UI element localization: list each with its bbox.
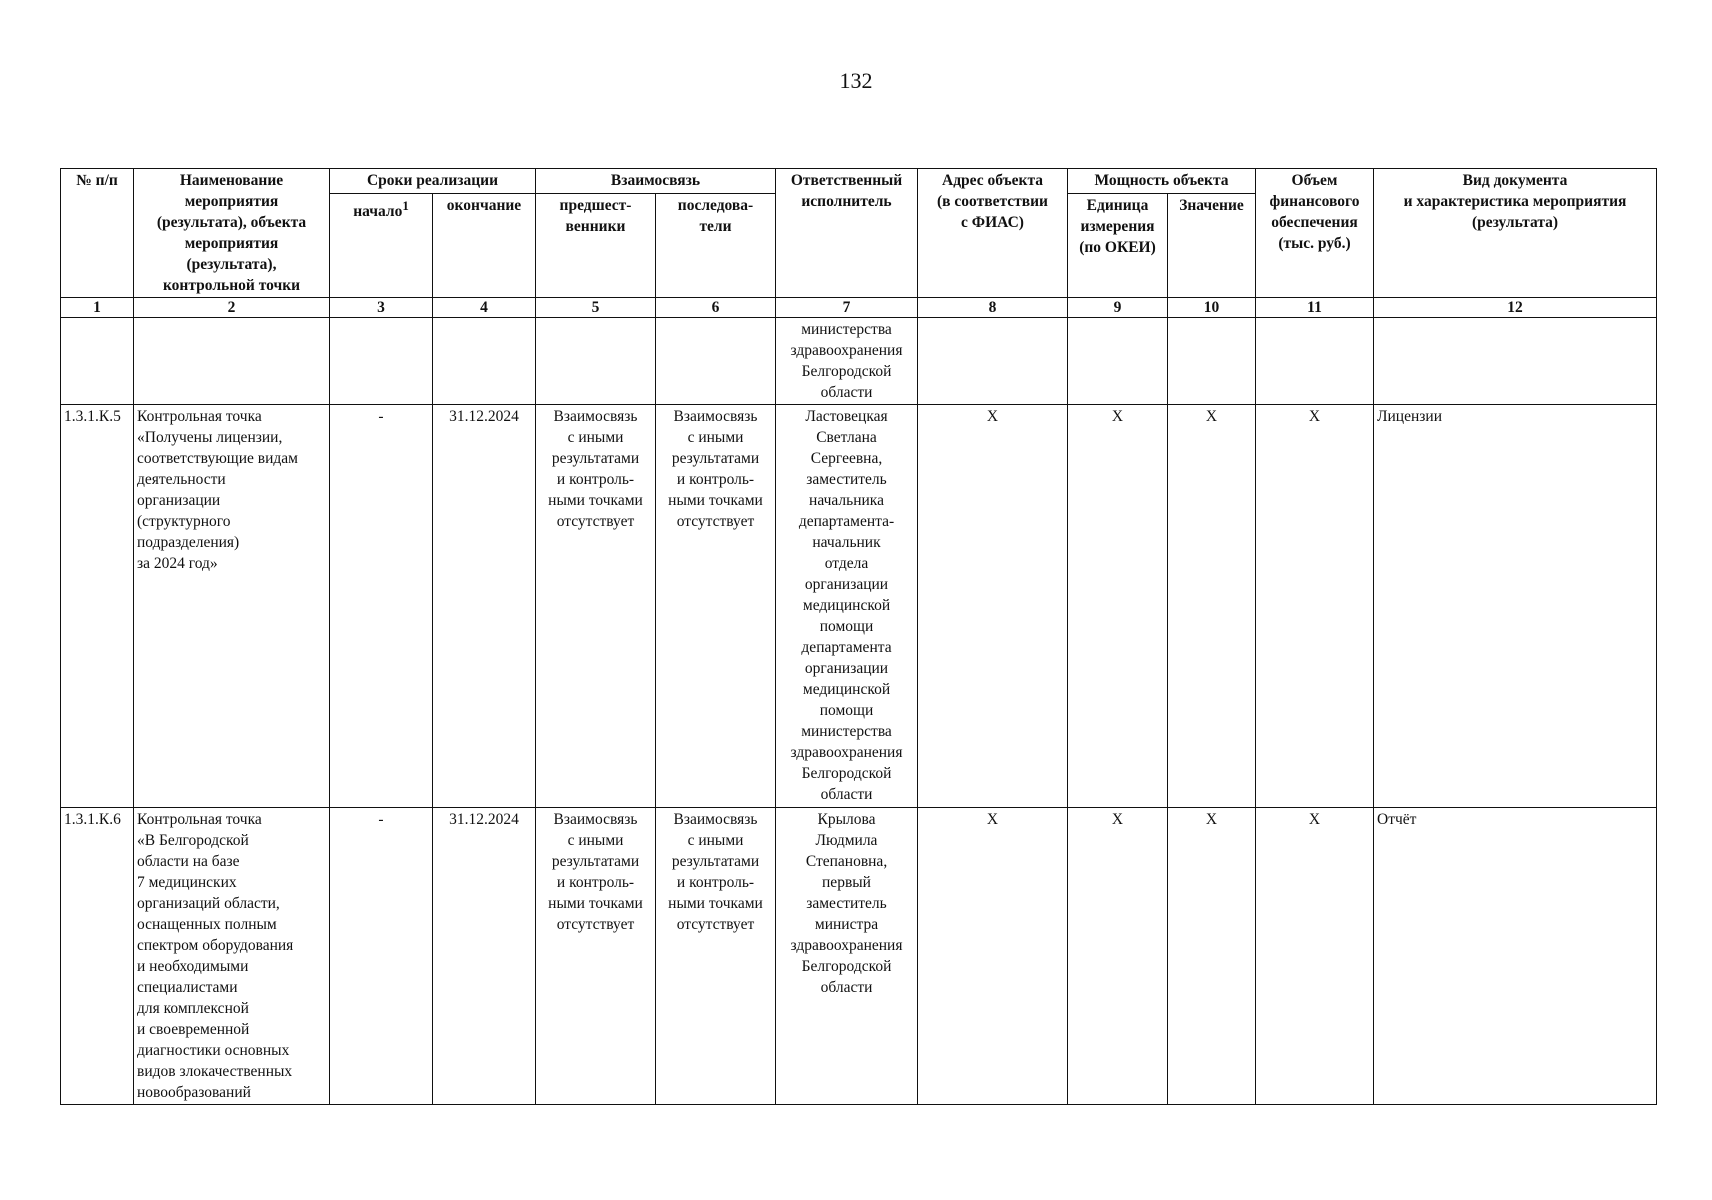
cell-empty	[1168, 318, 1256, 405]
cell-empty	[61, 318, 134, 405]
header-num: № п/п	[61, 169, 134, 298]
header-address: Адрес объекта (в соответствии с ФИАС)	[918, 169, 1068, 298]
table-row-k6	[61, 808, 1657, 1105]
cell-empty	[656, 318, 776, 405]
header-unit: Единица измерения (по ОКЕИ)	[1068, 193, 1168, 297]
cell-predecessors: Взаимосвязь с иными результатами и контроль- ными точками отсутствует	[536, 808, 656, 1105]
column-number-row	[61, 298, 1657, 318]
header-document: Вид документа и характеристика мероприятия (результата)	[1374, 169, 1657, 298]
cell-num: 1.3.1.К.5	[61, 405, 134, 808]
cell-start: -	[330, 405, 433, 808]
cell-address: X	[918, 405, 1068, 808]
cell-responsible: Ластовецкая Светлана Сергеевна, заместитель начальника департамента- начальник отдела организации медицинской помощи департамента организации медицинской помощи министерства здравоохранения Белгородской области	[776, 405, 918, 808]
header-link: Взаимосвязь	[536, 169, 776, 194]
cell-end: 31.12.2024	[433, 405, 536, 808]
column-number: 4	[433, 298, 536, 318]
activities-table	[60, 168, 1657, 1105]
column-number: 3	[330, 298, 433, 318]
cell-value: X	[1168, 405, 1256, 808]
header-row-1	[61, 169, 1657, 194]
column-number: 8	[918, 298, 1068, 318]
cell-unit: X	[1068, 808, 1168, 1105]
cell-empty	[433, 318, 536, 405]
cell-empty	[918, 318, 1068, 405]
cell-unit: X	[1068, 405, 1168, 808]
column-number: 10	[1168, 298, 1256, 318]
header-terms: Сроки реализации	[330, 169, 536, 194]
table-row-continuation	[61, 318, 1657, 405]
cell-empty	[134, 318, 330, 405]
column-number: 5	[536, 298, 656, 318]
cell-predecessors: Взаимосвязь с иными результатами и контроль- ными точками отсутствует	[536, 405, 656, 808]
column-number: 7	[776, 298, 918, 318]
header-responsible: Ответственный исполнитель	[776, 169, 918, 298]
table-row-k5	[61, 405, 1657, 808]
header-power: Мощность объекта	[1068, 169, 1256, 194]
cell-empty	[1256, 318, 1374, 405]
cell-responsible: министерства здравоохранения Белгородской области	[776, 318, 918, 405]
cell-responsible: Крылова Людмила Степановна, первый заместитель министра здравоохранения Белгородской области	[776, 808, 918, 1105]
cell-empty	[1374, 318, 1657, 405]
cell-successors: Взаимосвязь с иными результатами и контроль- ными точками отсутствует	[656, 808, 776, 1105]
column-number: 11	[1256, 298, 1374, 318]
column-number: 9	[1068, 298, 1168, 318]
cell-name: Контрольная точка «Получены лицензии, соответствующие видам деятельности организации (структурного подразделения) за 2024 год»	[134, 405, 330, 808]
cell-financing: X	[1256, 405, 1374, 808]
cell-empty	[1068, 318, 1168, 405]
header-value: Значение	[1168, 193, 1256, 297]
column-number: 12	[1374, 298, 1657, 318]
cell-start: -	[330, 808, 433, 1105]
column-number: 1	[61, 298, 134, 318]
cell-address: X	[918, 808, 1068, 1105]
cell-document: Отчёт	[1374, 808, 1657, 1105]
cell-empty	[330, 318, 433, 405]
header-end: окончание	[433, 193, 536, 297]
header-successors: последова- тели	[656, 193, 776, 297]
cell-value: X	[1168, 808, 1256, 1105]
footnote-mark: 1	[402, 197, 409, 213]
cell-num: 1.3.1.К.6	[61, 808, 134, 1105]
page-number: 132	[839, 68, 873, 93]
header-start: начало$^1$	[330, 193, 433, 297]
header-name: Наименование мероприятия (результата), объекта мероприятия (результата), контрольной точки	[134, 169, 330, 298]
cell-successors: Взаимосвязь с иными результатами и контроль- ными точками отсутствует	[656, 405, 776, 808]
header-predecessors: предшест- венники	[536, 193, 656, 297]
cell-financing: X	[1256, 808, 1374, 1105]
cell-name: Контрольная точка «В Белгородской области на базе 7 медицинских организаций области, оснащенных полным спектром оборудования и необходимыми специалистами для комплексной и своевременной диагностики основных видов злокачественных новообразований	[134, 808, 330, 1105]
column-number: 6	[656, 298, 776, 318]
cell-end: 31.12.2024	[433, 808, 536, 1105]
column-number: 2	[134, 298, 330, 318]
header-financing: Объем финансового обеспечения (тыс. руб.)	[1256, 169, 1374, 298]
cell-document: Лицензии	[1374, 405, 1657, 808]
cell-empty	[536, 318, 656, 405]
